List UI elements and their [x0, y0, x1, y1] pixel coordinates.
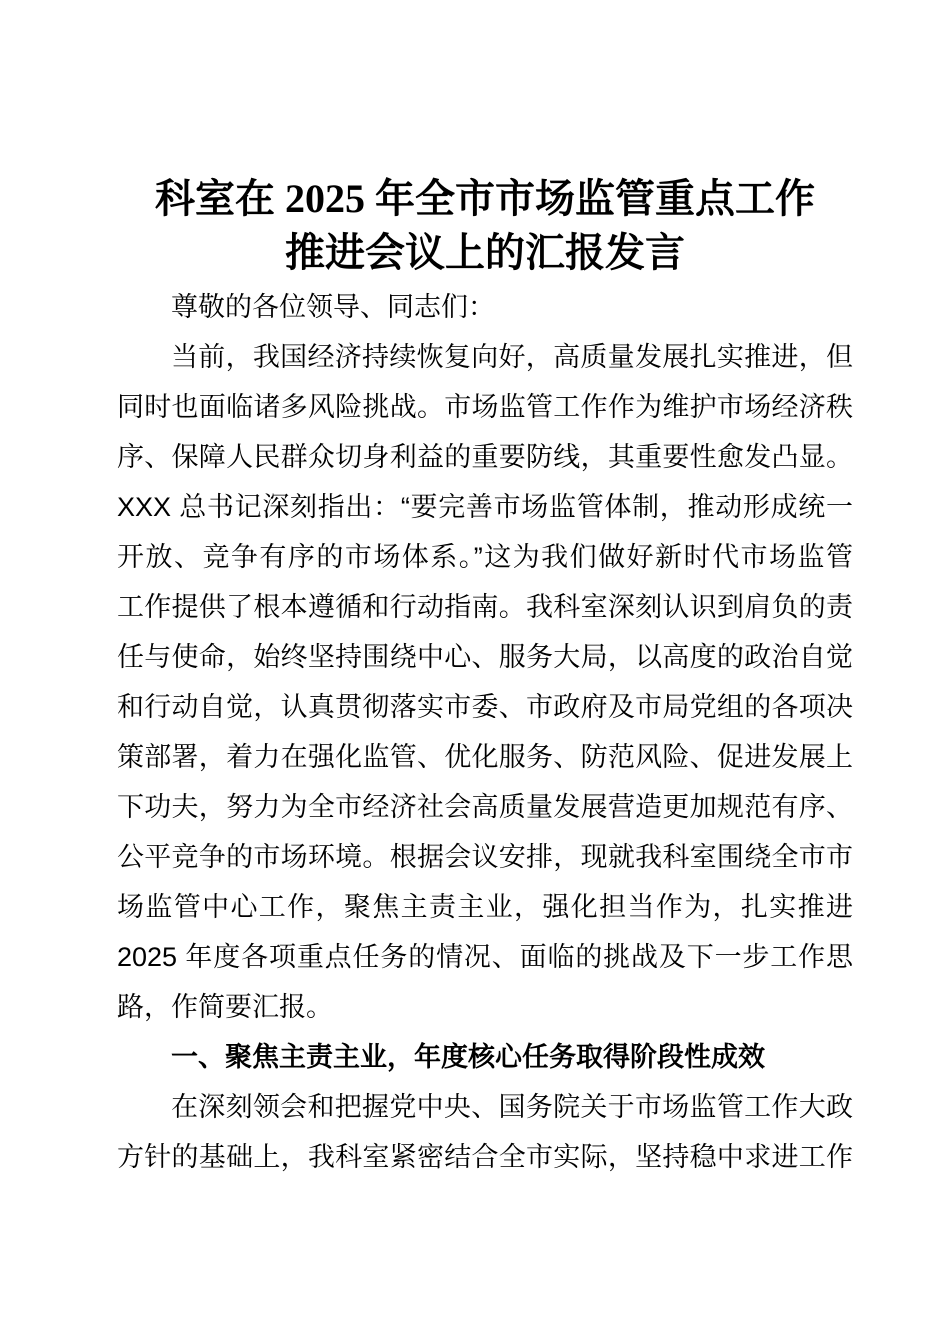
- paragraph: [117, 332, 853, 1032]
- text-line: 当前，我国经济持续恢复向好，高质量发展扎实推进，但: [171, 342, 853, 372]
- text-line: 方针的基础上，我科室紧密结合全市实际，坚持稳中求进工作: [117, 1142, 853, 1172]
- text-line: 尊敬的各位领导、同志们：: [171, 292, 495, 322]
- text-line: 公平竞争的市场环境。根据会议安排，现就我科室围绕全市市: [117, 842, 853, 872]
- text-line: 同时也面临诸多风险挑战。市场监管工作作为维护市场经济秩: [117, 392, 853, 422]
- paragraph: [117, 282, 853, 332]
- text-line: 任与使命，始终坚持围绕中心、服务大局，以高度的政治自觉: [117, 642, 853, 672]
- text-line: XXX 总书记深刻指出：“要完善市场监管体制，推动形成统一: [117, 492, 853, 522]
- document-body: [117, 282, 853, 1182]
- text-line: 和行动自觉，认真贯彻落实市委、市政府及市局党组的各项决: [117, 692, 853, 722]
- text-line: 下功夫，努力为全市经济社会高质量发展营造更加规范有序、: [117, 792, 853, 822]
- text-line: 2025 年度各项重点任务的情况、面临的挑战及下一步工作思: [117, 942, 853, 972]
- document-title-line-2: 推进会议上的汇报发言: [285, 230, 685, 275]
- text-line: 策部署，着力在强化监管、优化服务、防范风险、促进发展上: [117, 742, 853, 772]
- paragraph: [117, 1082, 853, 1182]
- text-line: 在深刻领会和把握党中央、国务院关于市场监管工作大政: [171, 1092, 853, 1122]
- text-line: 开放、竞争有序的市场体系。”这为我们做好新时代市场监管: [117, 542, 853, 572]
- text-line: 路，作简要汇报。: [117, 992, 333, 1022]
- document-title-line-1: 科室在 2025 年全市市场监管重点工作: [155, 176, 815, 221]
- document-title: [117, 172, 853, 280]
- text-line: 序、保障人民群众切身利益的重要防线，其重要性愈发凸显。: [117, 442, 853, 472]
- text-line: 工作提供了根本遵循和行动指南。我科室深刻认识到肩负的责: [117, 592, 853, 622]
- section-heading: [117, 1032, 853, 1082]
- text-line: 场监管中心工作，聚焦主责主业，强化担当作为，扎实推进: [117, 892, 853, 922]
- text-line: 一、聚焦主责主业，年度核心任务取得阶段性成效: [171, 1042, 765, 1072]
